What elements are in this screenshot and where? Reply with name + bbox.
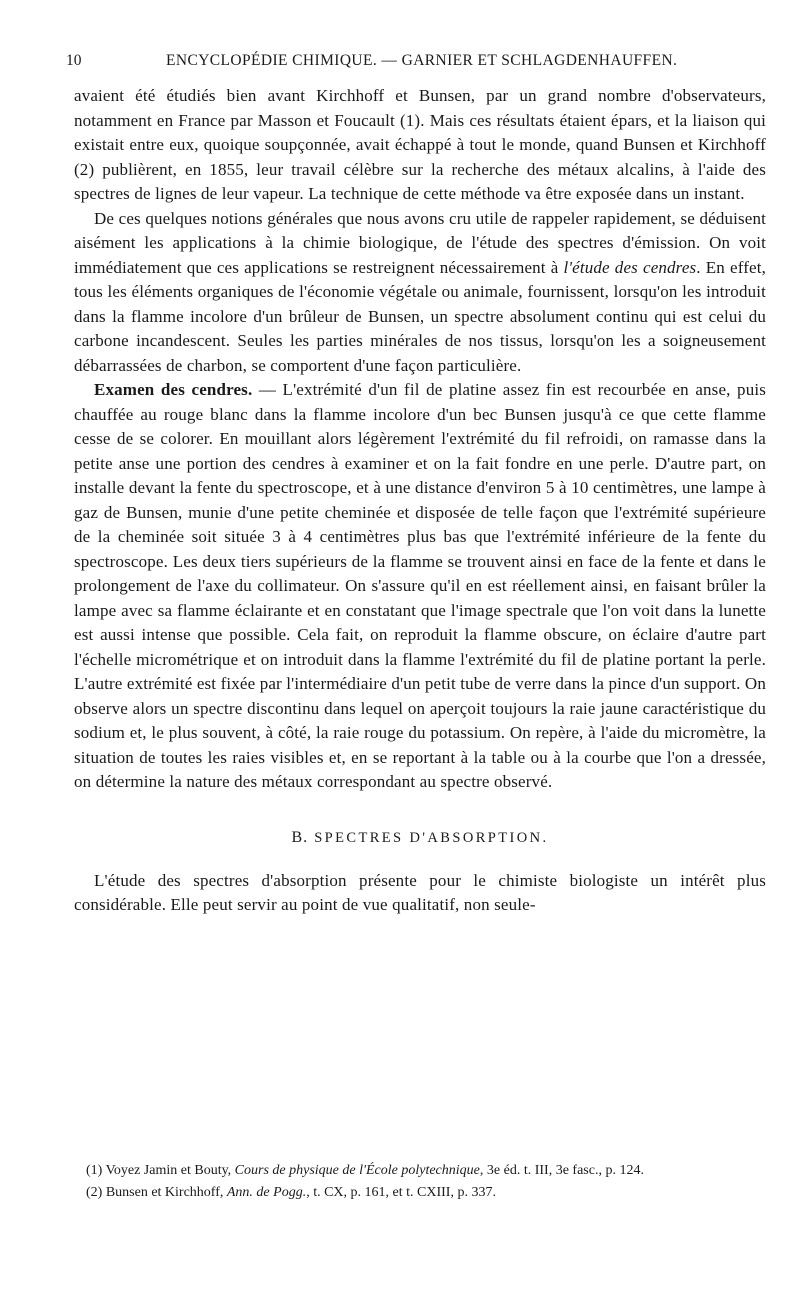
- footnote-1: [74, 1160, 766, 1182]
- section-letter: B.: [291, 828, 309, 846]
- italic-emphasis: l'étude des cendres: [563, 257, 697, 277]
- footnote-2: [74, 1182, 766, 1204]
- paragraph-continuation: avaient été étudiés bien avant Kirchhoff et Bunsen, par un grand nombre d'observateurs, notamment en France par Masson et Foucault (1). Mais ces résultats étaient épars, et la liaison qui existait entre eux, quoique soupçonnée, avait échappé à tout le monde, quand Bunsen et Kirchhoff (2) publièrent, en 1855, leur travail célèbre sur la recherche des métaux alcalins, à l'aide des spectres de lignes de leur vapeur. La technique de cette méthode va être exposée dans un instant.: [74, 86, 766, 203]
- footnote-text: , 3e éd. t. III, 3e fasc., p. 124.: [479, 1163, 644, 1178]
- page-number: 10: [66, 52, 82, 69]
- paragraph-text: — L'extrémité d'un fil de platine assez fin est recourbée en anse, puis chauffée au rouge blanc dans la flamme incolore d'un bec Bunsen jusqu'à ce que cette flamme cesse de se colorer. En mouillant alors légèrement l'extrémité du fil refroidi, on ramasse dans la petite anse une portion des cendres à examiner et on la fait fondre en une perle. D'autre part, on installe devant la fente du spectroscope, et à une distance d'environ 5 à 10 centimètres, une lampe à gaz de Bunsen, munie d'une petite cheminée et disposée de telle façon que l'extrémité supérieure de la cheminée soit située 3 à 4 centimètres plus bas que l'extrémité inférieure de la fente du spectroscope. Les deux tiers supérieurs de la flamme se trouvent ainsi en face de la fente et dans le prolongement de l'axe du collimateur. On s'assure qu'il en est réellement ainsi, en faisant brûler la lampe avec sa flamme éclairante et en constatant que l'image spectrale que l'on voit dans la lunette est aussi intense que possible. Cela fait, on reproduit la flamme obscure, on éclaire d'autre part l'échelle micrométrique et on introduit dans la flamme l'extrémité du fil de platine portant la perle. L'autre extrémité est fixée par l'intermédiaire d'un petit tube de verre dans la pince d'un support. On observe alors un spectre discontinu dans lequel on aperçoit toujours la raie jaune caractéristique du sodium et, le plus souvent, à côté, la raie rouge du potassium. On repère, à l'aide du micromètre, la situation de toutes les raies visibles et, en se reportant à la table ou à la courbe que l'on a dressée, on détermine la nature des métaux correspondant au spectre observé.: [74, 380, 766, 791]
- footnote-source-title: Ann. de Pogg.: [226, 1185, 307, 1200]
- page-body: [74, 84, 766, 918]
- section-title-text: SPECTRES D'ABSORPTION.: [314, 829, 549, 846]
- footnotes: [74, 1160, 766, 1204]
- footnote-text: , t. CX, p. 161, et t. CXIII, p. 337.: [306, 1185, 496, 1200]
- running-title: ENCYCLOPÉDIE CHIMIQUE. — GARNIER ET SCHLAGDENHAUFFEN.: [166, 52, 678, 69]
- run-in-heading: Examen des cendres.: [94, 380, 253, 399]
- paragraph-text: . En effet, tous les éléments organiques de l'économie végétale ou animale, fournissent, lorsqu'on les introduit dans la flamme incolore d'un brûleur de Bunsen, un spectre absolument continu qui est celui du carbone incandescent. Seules les parties minérales de nos tissus, lorsqu'on les a soigneusement débarrassées de charbon, se comportent d'une façon particulière.: [74, 257, 767, 375]
- footnote-text: (2) Bunsen et Kirchhoff,: [86, 1185, 227, 1200]
- paragraph-absorption: L'étude des spectres d'absorption présente pour le chimiste biologiste un intérêt plus considérable. Elle peut servir au point de vue qualitatif, non seule-: [74, 870, 766, 914]
- footnote-text: (1) Voyez Jamin et Bouty,: [86, 1163, 235, 1178]
- paragraph-applications: [74, 207, 766, 379]
- paragraph-examen-cendres: [74, 378, 766, 795]
- section-heading: [74, 829, 766, 847]
- page-header: [66, 52, 766, 76]
- footnote-source-title: Cours de physique de l'École polytechnique: [234, 1163, 480, 1178]
- paragraph-text: De ces quelques notions générales que nous avons cru utile de rappeler rapidement, se déduisent aisément les applications à la chimie biologique, de l'étude des spectres d'émission. On voit immédiatement que ces applications se restreignent nécessairement à: [74, 208, 766, 277]
